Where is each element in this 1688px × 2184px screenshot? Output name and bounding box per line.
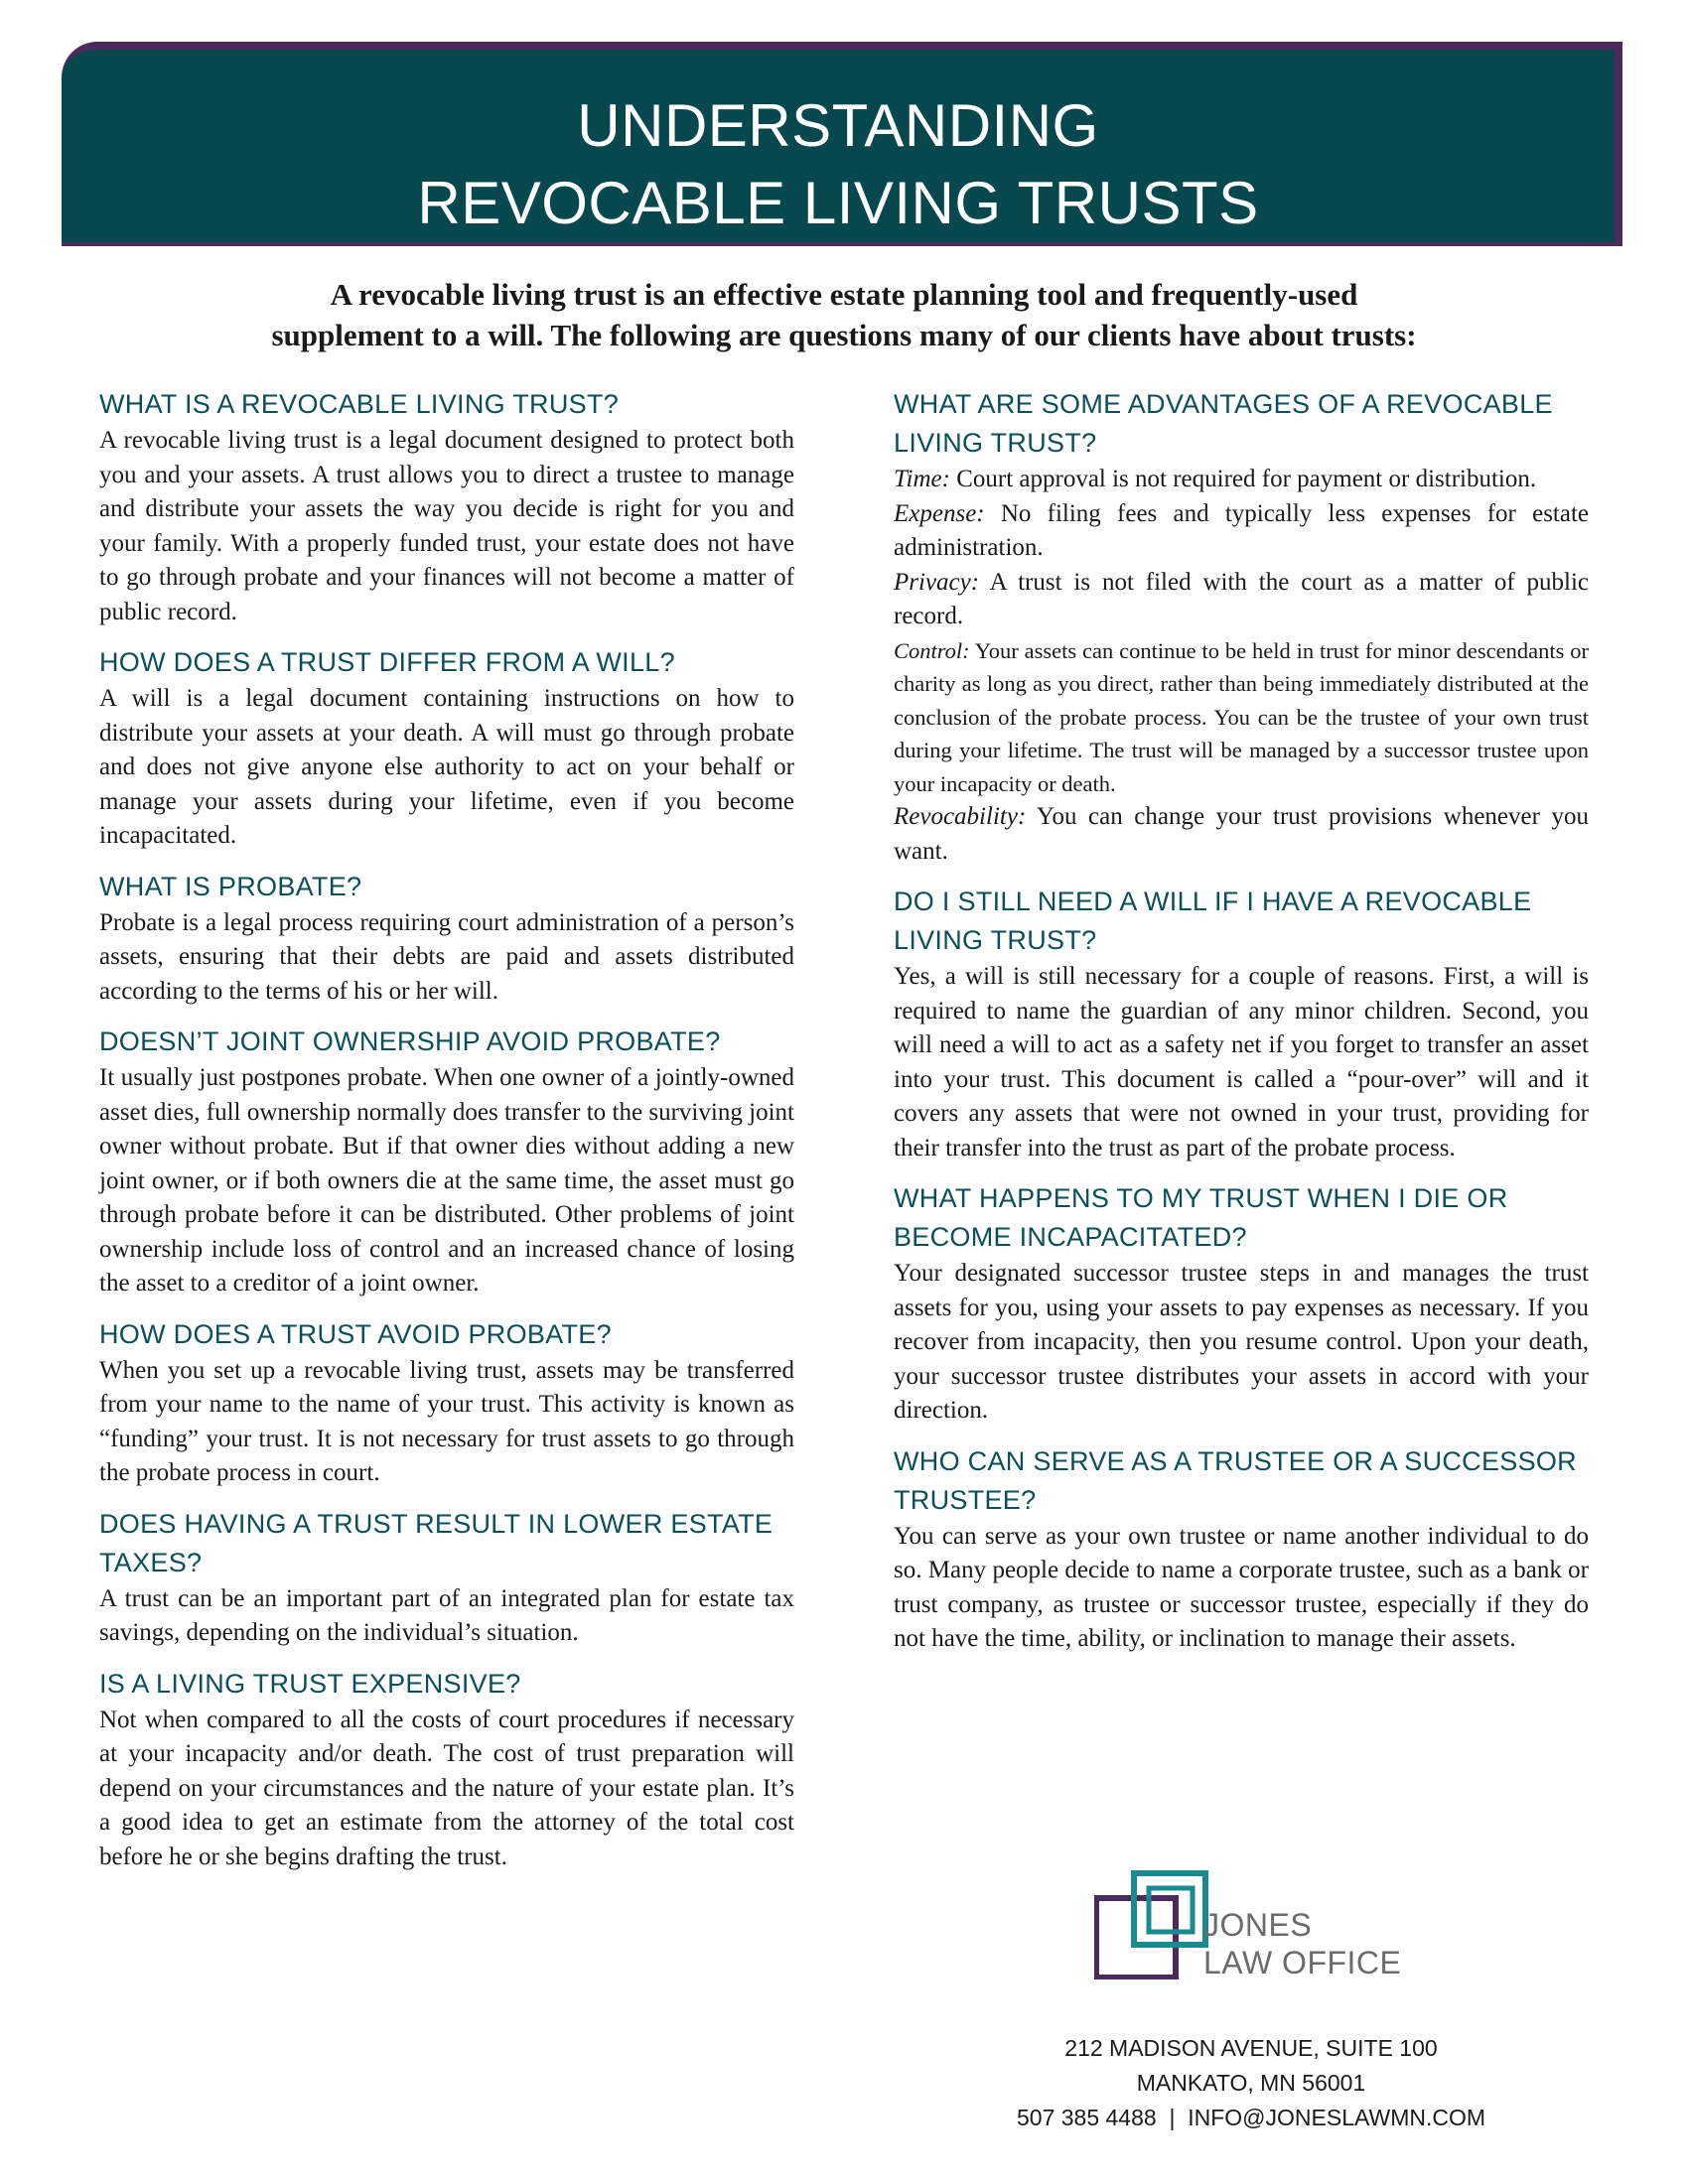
- advantage-term: Revocability:: [894, 803, 1027, 830]
- section-who-can-serve: [894, 1442, 1589, 1657]
- section-heading: WHAT IS A REVOCABLE LIVING TRUST?: [99, 389, 620, 419]
- section-body: Yes, a will is still necessary for a couple of reasons. First, a will is required to name the guardian of any minor children. Second, you will need a will to act as a safety net if you forget to transfer an asset into your trust. This document is called a “pour-over” will and it covers any assets that were not owned in your trust, providing for their transfer into the trust as part of the probate process.: [894, 963, 1589, 1161]
- law-office-name: [1203, 1906, 1401, 1981]
- section-joint-ownership: [99, 1023, 794, 1301]
- right-column: [894, 385, 1589, 1671]
- section-body: Your designated successor trustee steps in and manages the trust assets for you, using your assets to pay expenses as necessary. If you recover from incapacity, then you resume control. Upon your death, your successor trustee distributes your assets in accord with your direction.: [894, 1260, 1589, 1424]
- section-body: A trust can be an important part of an integrated plan for estate tax savings, depending on the individual’s situation.: [99, 1584, 794, 1646]
- advantage-item: [894, 463, 1589, 497]
- section-what-is-probate: [99, 868, 794, 1010]
- contact-address: [953, 2031, 1549, 2135]
- section-what-is-trust: [99, 385, 794, 629]
- title-banner: [62, 42, 1622, 246]
- advantage-text: Your assets can continue to be held in trust for minor descendants or charity as long as you direct, rather than being immediately distributed at the conclusion of the probate process. You can be the trustee of your own trust during your lifetime. The trust will be managed by a successor trustee upon your incapacity or death.: [894, 637, 1590, 796]
- section-body: When you set up a revocable living trust, assets may be transferred from your name to the name of your trust. This activity is known as “funding” your trust. It is not necessary for trust assets to go through the probate process in court.: [99, 1356, 794, 1486]
- section-expense: [99, 1665, 794, 1875]
- advantage-term: Control:: [894, 637, 970, 663]
- advantage-text: Court approval is not required for payment or distribution.: [956, 466, 1537, 492]
- advantage-term: Time:: [894, 466, 950, 492]
- section-heading: HOW DOES A TRUST DIFFER FROM A WILL?: [99, 647, 675, 677]
- logo-square-teal-inner: [1149, 1888, 1193, 1932]
- section-body: It usually just postpones probate. When one owner of a jointly-owned asset dies, full ownership normally does transfer to the surviving joint owner without probate. But if that owner dies without adding a new joint owner, or if both owners die at the same time, the asset must go through probate before it can be distributed. Other problems of joint ownership include loss of control and an increased chance of losing the asset to a creditor of a joint owner.: [99, 1064, 794, 1297]
- section-body: You can serve as your own trustee or name another individual to do so. Many people decide to name a corporate trustee, such as a bank or trust company, as trustee or successor trustee, especially if they do not have the time, ability, or inclination to manage their assets.: [894, 1522, 1589, 1652]
- section-heading: WHAT ARE SOME ADVANTAGES OF A REVOCABLE LIVING TRUST?: [894, 389, 1553, 458]
- advantage-item: [894, 566, 1589, 634]
- section-heading: DOESN’T JOINT OWNERSHIP AVOID PROBATE?: [99, 1026, 721, 1056]
- intro-line-2: supplement to a will. The following are questions many of our clients have about trusts:: [271, 318, 1417, 352]
- intro-text: [99, 274, 1589, 355]
- advantage-text: You can change your trust provisions whenever you want.: [894, 803, 1589, 865]
- advantage-text: A trust is not filed with the court as a matter of public record.: [894, 568, 1590, 629]
- section-need-will: [894, 883, 1589, 1165]
- advantage-term: Privacy:: [894, 568, 980, 596]
- logo-line-1: JONES: [1203, 1907, 1313, 1943]
- section-avoid-probate: [99, 1315, 794, 1491]
- section-body: Probate is a legal process requiring court administration of a person’s assets, ensuring that their debts are paid and assets distributed according to the terms of his or her will.: [99, 908, 794, 1005]
- section-estate-taxes: [99, 1505, 794, 1651]
- intro-line-1: A revocable living trust is an effective estate planning tool and frequently-used: [330, 277, 1358, 312]
- address-street: 212 MADISON AVENUE, SUITE 100: [1064, 2035, 1438, 2061]
- section-heading: WHAT HAPPENS TO MY TRUST WHEN I DIE OR BECOME INCAPACITATED?: [894, 1183, 1508, 1252]
- section-heading: IS A LIVING TRUST EXPENSIVE?: [99, 1668, 521, 1699]
- title-line-1: UNDERSTANDING: [577, 92, 1099, 159]
- section-heading: DO I STILL NEED A WILL IF I HAVE A REVOCABLE LIVING TRUST?: [894, 887, 1532, 955]
- address-city: MANKATO, MN 56001: [1136, 2070, 1366, 2096]
- section-body: A will is a legal document containing instructions on how to distribute your assets at your death. A will must go through probate and does not give anyone else authority to act on your behalf or manage your assets during your lifetime, even if you become incapacitated.: [99, 685, 794, 849]
- section-advantages: [894, 385, 1589, 869]
- page-title: [62, 87, 1615, 242]
- advantage-item: [894, 497, 1589, 566]
- advantage-item: [894, 634, 1589, 801]
- email-address: INFO@JONESLAWMN.COM: [1188, 2105, 1486, 2130]
- advantage-item: [894, 800, 1589, 869]
- phone-number: 507 385 4488: [1016, 2105, 1157, 2130]
- contact-line: [953, 2101, 1549, 2135]
- section-heading: HOW DOES A TRUST AVOID PROBATE?: [99, 1318, 612, 1349]
- left-column: [99, 385, 794, 1888]
- advantage-text: No filing fees and typically less expenses for estate administration.: [894, 499, 1590, 561]
- section-body: A revocable living trust is a legal document designed to protect both you and your assets. A trust allows you to direct a trustee to manage and distribute your assets the way you decide is right for you and your family. With a properly funded trust, your estate does not have to go through probate and your finances will not become a matter of public record.: [99, 427, 794, 625]
- title-line-2: REVOCABLE LIVING TRUSTS: [417, 170, 1259, 236]
- advantage-term: Expense:: [894, 499, 985, 527]
- section-trust-vs-will: [99, 643, 794, 854]
- section-heading: WHAT IS PROBATE?: [99, 871, 362, 901]
- section-incapacity: [894, 1179, 1589, 1429]
- section-body: Not when compared to all the costs of court procedures if necessary at your incapacity and/or death. The cost of trust preparation will depend on your circumstances and the nature of your estate plan. It’s a good idea to get an estimate from the attorney of the total cost before he or she begins drafting the trust.: [99, 1706, 794, 1870]
- section-heading: DOES HAVING A TRUST RESULT IN LOWER ESTATE TAXES?: [99, 1508, 774, 1577]
- contact-separator: |: [1169, 2105, 1176, 2130]
- logo-line-2: LAW OFFICE: [1203, 1945, 1402, 1980]
- section-heading: WHO CAN SERVE AS A TRUSTEE OR A SUCCESSOR TRUSTEE?: [894, 1445, 1577, 1515]
